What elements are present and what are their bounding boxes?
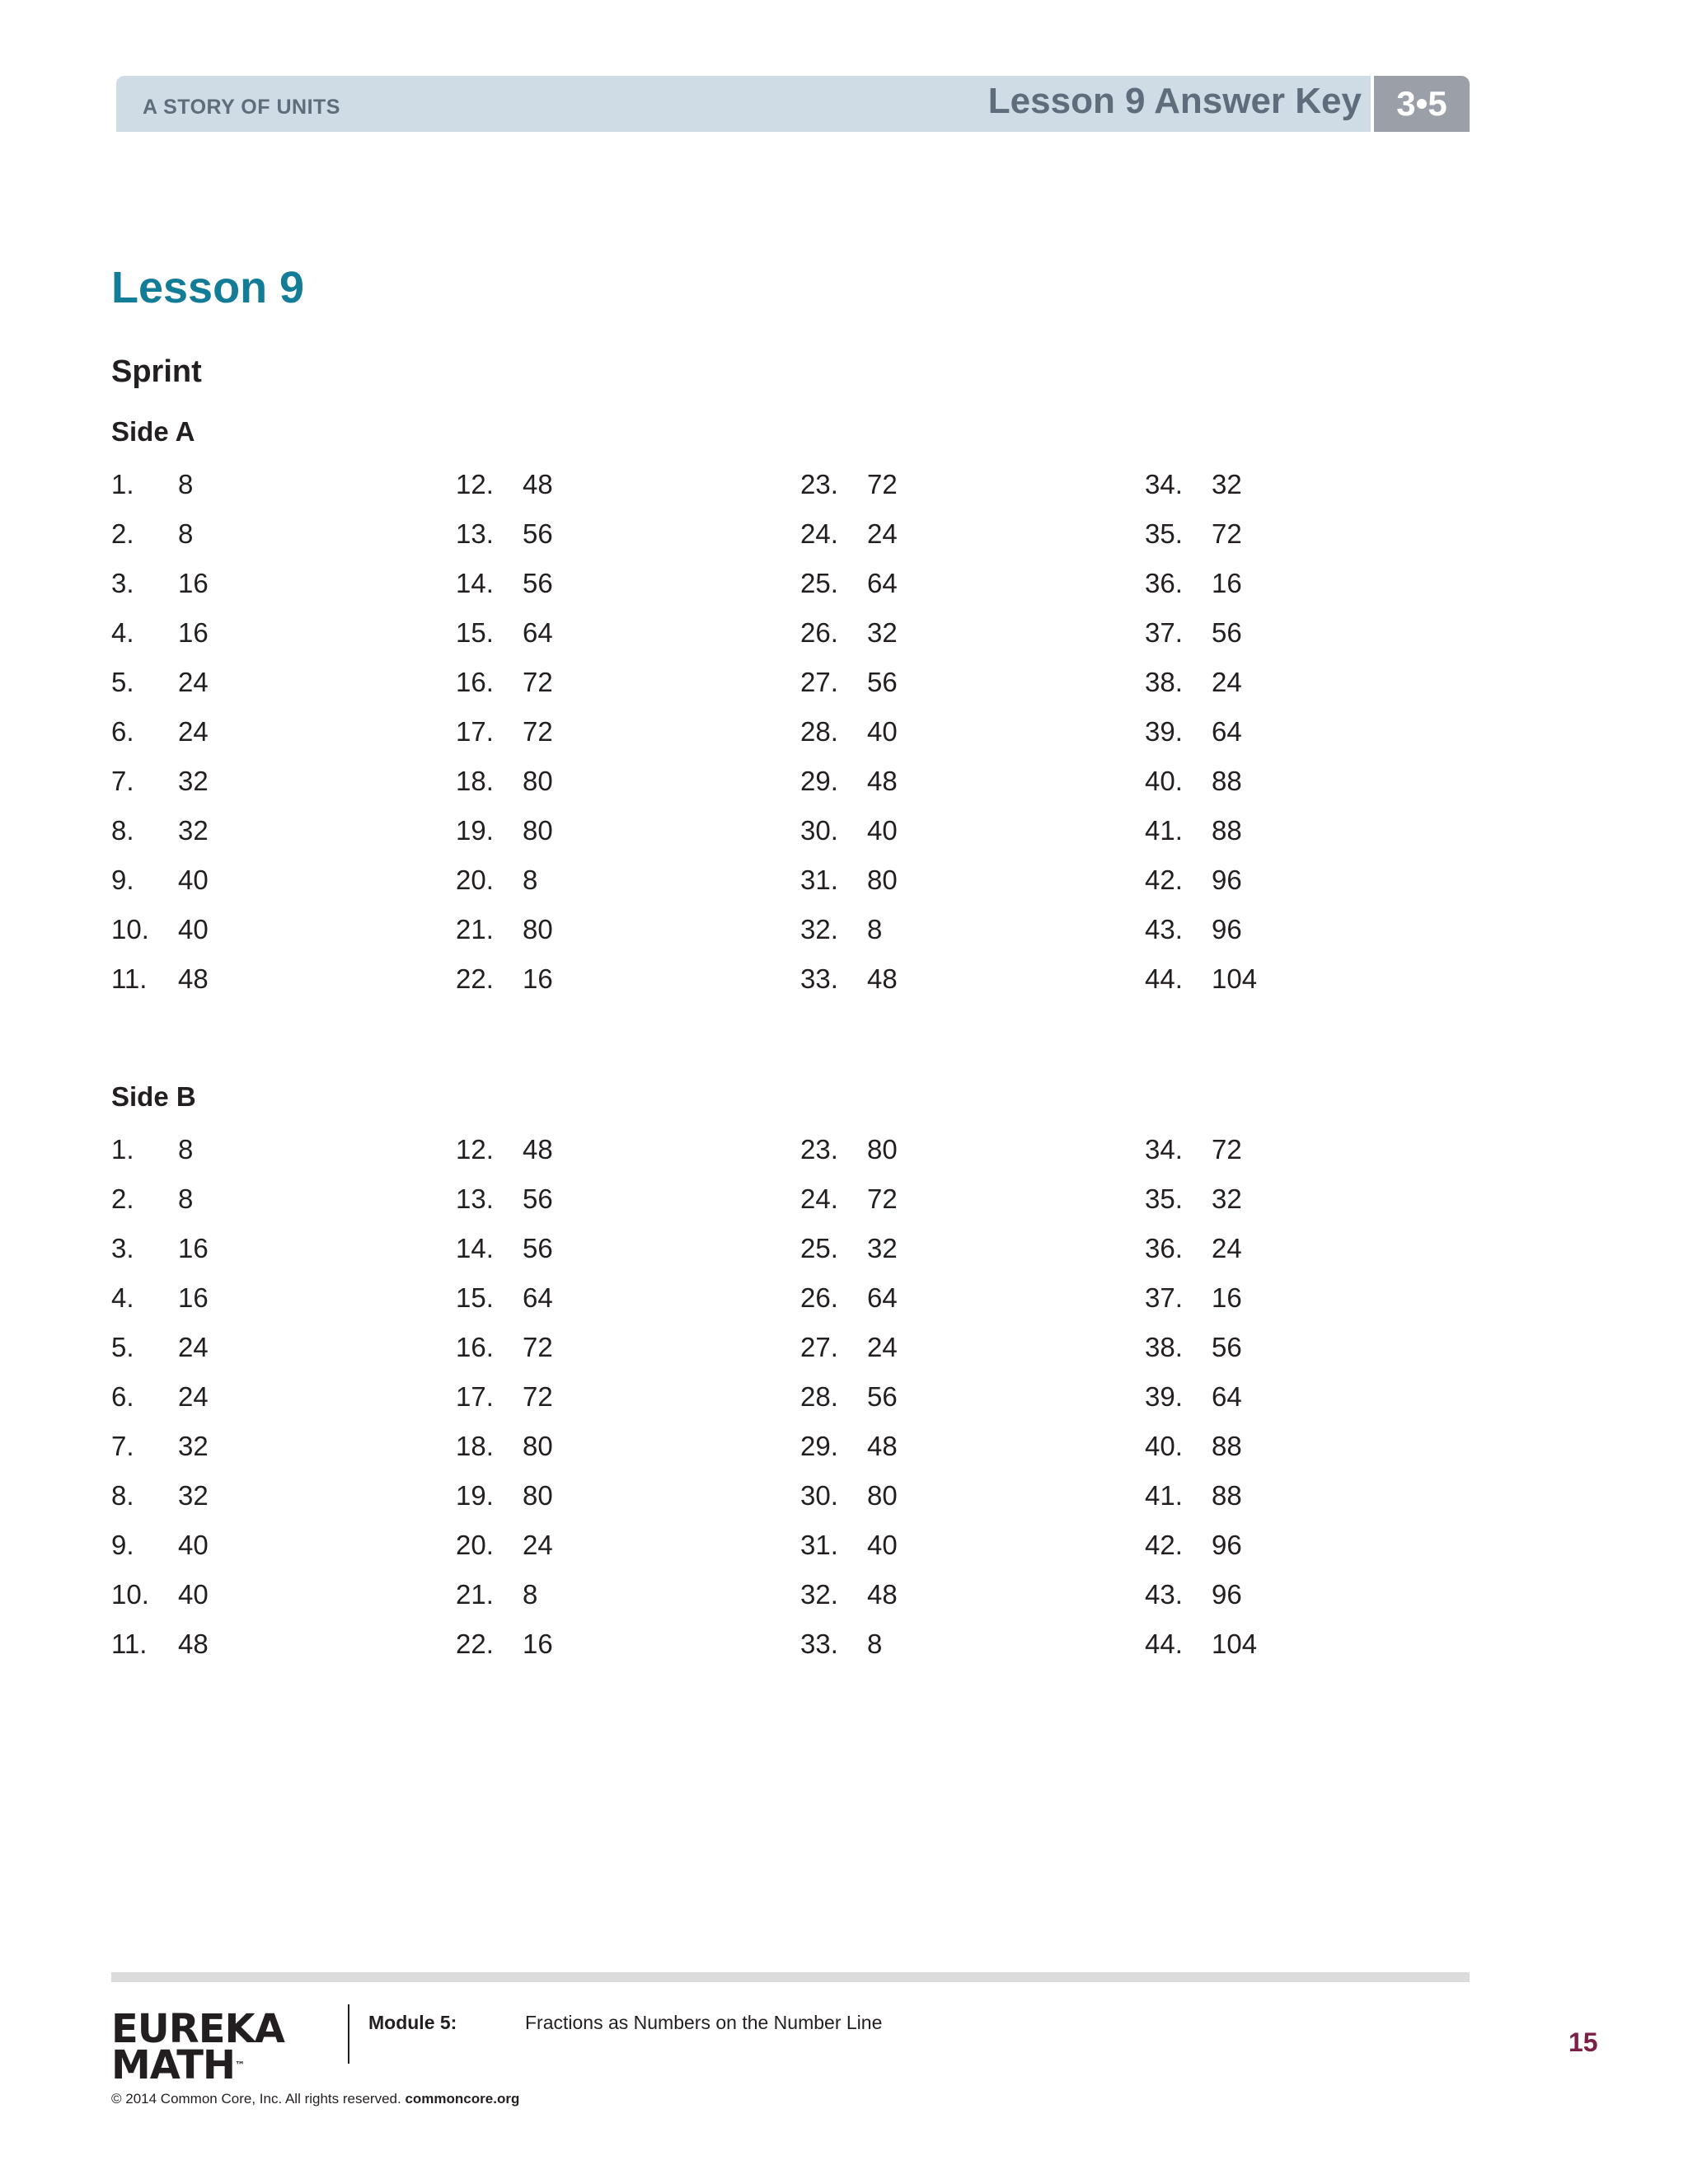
answer-item — [456, 1125, 800, 1174]
answer-number: 22. — [456, 1629, 494, 1659]
answer-value: 72 — [867, 1183, 898, 1214]
answer-number: 3. — [111, 568, 134, 598]
answer-value: 88 — [1212, 815, 1242, 846]
answer-item — [1145, 806, 1489, 855]
answer-number: 20. — [456, 865, 494, 895]
answer-value: 72 — [1212, 518, 1242, 549]
answer-number: 41. — [1145, 815, 1183, 846]
answer-number: 5. — [111, 667, 134, 697]
answer-item — [456, 1619, 800, 1669]
answer-value: 72 — [523, 716, 553, 747]
answer-number: 15. — [456, 617, 494, 648]
copyright-text: © 2014 Common Core, Inc. All rights reserved. — [111, 2091, 401, 2107]
answer-item — [800, 559, 1145, 608]
answer-item — [456, 905, 800, 954]
answer-value: 24 — [1212, 667, 1242, 697]
answer-item — [1145, 1422, 1489, 1471]
answer-value: 16 — [178, 1282, 209, 1313]
answer-item — [1145, 509, 1489, 559]
answer-item — [800, 757, 1145, 806]
answer-value: 16 — [1212, 568, 1242, 598]
series-name: A STORY OF UNITS — [143, 96, 340, 119]
answer-number: 38. — [1145, 1332, 1183, 1362]
answer-value: 40 — [178, 865, 209, 895]
answer-value: 56 — [523, 518, 553, 549]
answer-number: 39. — [1145, 1381, 1183, 1412]
answer-number: 44. — [1145, 963, 1183, 994]
answer-item — [800, 509, 1145, 559]
answer-number: 9. — [111, 865, 134, 895]
answer-number: 37. — [1145, 1282, 1183, 1313]
answer-number: 7. — [111, 1431, 134, 1461]
answer-number: 24. — [800, 518, 838, 549]
answer-number: 3. — [111, 1233, 134, 1263]
answer-value: 8 — [178, 469, 194, 499]
answer-value: 96 — [1212, 1579, 1242, 1610]
side-b-title: Side B — [111, 1081, 196, 1112]
answer-number: 28. — [800, 716, 838, 747]
answer-item — [456, 707, 800, 757]
answer-item — [1145, 460, 1489, 509]
answer-value: 8 — [178, 518, 194, 549]
answer-item — [456, 1570, 800, 1619]
answer-value: 40 — [178, 1579, 209, 1610]
answer-value: 64 — [1212, 1381, 1242, 1412]
answer-item — [111, 1273, 456, 1323]
answer-number: 25. — [800, 1233, 838, 1263]
answer-value: 72 — [1212, 1134, 1242, 1165]
answer-item — [456, 559, 800, 608]
answer-value: 104 — [1212, 1629, 1258, 1659]
answer-number: 36. — [1145, 568, 1183, 598]
answer-item — [800, 905, 1145, 954]
answer-value: 80 — [523, 1431, 553, 1461]
answer-value: 16 — [178, 568, 209, 598]
answer-number: 1. — [111, 1134, 134, 1165]
answer-number: 34. — [1145, 469, 1183, 499]
answer-value: 24 — [867, 1332, 898, 1362]
answer-value: 40 — [867, 1530, 898, 1560]
answer-item — [1145, 707, 1489, 757]
answer-number: 33. — [800, 963, 838, 994]
lesson-answer-key-title: Lesson 9 Answer Key — [987, 81, 1362, 121]
answer-item — [111, 509, 456, 559]
answer-value: 96 — [1212, 914, 1242, 944]
answer-value: 24 — [178, 1381, 209, 1412]
side-a-answers — [111, 460, 1496, 1004]
answer-value: 40 — [867, 716, 898, 747]
answer-number: 26. — [800, 1282, 838, 1313]
answer-number: 31. — [800, 1530, 838, 1560]
answer-number: 17. — [456, 1381, 494, 1412]
answer-value: 48 — [523, 469, 553, 499]
answer-value: 80 — [867, 1480, 898, 1511]
answer-item — [800, 460, 1145, 509]
answer-number: 10. — [111, 914, 149, 944]
answer-value: 48 — [867, 1579, 898, 1610]
answer-item — [800, 806, 1145, 855]
answer-item — [1145, 855, 1489, 905]
answer-number: 24. — [800, 1183, 838, 1214]
answer-value: 24 — [1212, 1233, 1242, 1263]
answer-item — [456, 658, 800, 707]
side-a-title: Side A — [111, 416, 195, 447]
answer-number: 10. — [111, 1579, 149, 1610]
answer-number: 6. — [111, 716, 134, 747]
answer-value: 32 — [178, 766, 209, 796]
answer-item — [456, 1372, 800, 1422]
answer-number: 8. — [111, 815, 134, 846]
answer-value: 48 — [867, 1431, 898, 1461]
answer-number: 18. — [456, 1431, 494, 1461]
answer-item — [456, 954, 800, 1004]
answer-item — [111, 806, 456, 855]
answer-item — [456, 509, 800, 559]
answer-value: 40 — [178, 914, 209, 944]
answer-number: 40. — [1145, 766, 1183, 796]
answer-number: 13. — [456, 518, 494, 549]
answer-item — [1145, 1570, 1489, 1619]
answer-item — [456, 1323, 800, 1372]
answer-item — [800, 608, 1145, 658]
answer-value: 40 — [867, 815, 898, 846]
answer-value: 80 — [523, 1480, 553, 1511]
answer-item — [456, 608, 800, 658]
answer-value: 32 — [178, 1480, 209, 1511]
answer-value: 56 — [523, 1183, 553, 1214]
answer-value: 56 — [523, 1233, 553, 1263]
answer-number: 7. — [111, 766, 134, 796]
module-name: Fractions as Numbers on the Number Line — [525, 2012, 883, 2033]
answer-item — [1145, 1372, 1489, 1422]
answer-value: 32 — [178, 1431, 209, 1461]
answer-item — [1145, 559, 1489, 608]
answer-item — [111, 1174, 456, 1224]
answer-number: 19. — [456, 815, 494, 846]
answer-number: 30. — [800, 815, 838, 846]
answer-item — [456, 1422, 800, 1471]
answer-item — [456, 1273, 800, 1323]
answer-value: 48 — [867, 963, 898, 994]
answer-number: 1. — [111, 469, 134, 499]
answer-number: 41. — [1145, 1480, 1183, 1511]
answer-item — [111, 757, 456, 806]
answer-value: 32 — [867, 617, 898, 648]
answer-item — [456, 1521, 800, 1570]
answer-item — [111, 1570, 456, 1619]
answer-value: 64 — [523, 1282, 553, 1313]
answer-item — [111, 905, 456, 954]
answer-value: 16 — [1212, 1282, 1242, 1313]
answer-item — [111, 460, 456, 509]
answer-value: 96 — [1212, 1530, 1242, 1560]
grade-module-badge: 3•5 — [1374, 76, 1470, 132]
answer-number: 22. — [456, 963, 494, 994]
answer-number: 32. — [800, 1579, 838, 1610]
answer-value: 96 — [1212, 865, 1242, 895]
answer-item — [1145, 905, 1489, 954]
answer-number: 14. — [456, 568, 494, 598]
answer-number: 21. — [456, 1579, 494, 1610]
answer-item — [800, 1619, 1145, 1669]
copyright — [111, 2091, 519, 2107]
answer-value: 56 — [867, 667, 898, 697]
answer-number: 4. — [111, 1282, 134, 1313]
answer-item — [111, 1224, 456, 1273]
answer-number: 12. — [456, 469, 494, 499]
answer-number: 35. — [1145, 518, 1183, 549]
answer-value: 64 — [867, 1282, 898, 1313]
answer-item — [456, 1174, 800, 1224]
answer-value: 56 — [1212, 617, 1242, 648]
answer-number: 2. — [111, 518, 134, 549]
answer-number: 28. — [800, 1381, 838, 1412]
answer-item — [800, 1174, 1145, 1224]
answer-number: 2. — [111, 1183, 134, 1214]
answer-item — [800, 1323, 1145, 1372]
answer-value: 80 — [867, 1134, 898, 1165]
answer-value: 80 — [523, 766, 553, 796]
answer-value: 64 — [867, 568, 898, 598]
answer-item — [800, 707, 1145, 757]
answer-number: 17. — [456, 716, 494, 747]
answer-number: 38. — [1145, 667, 1183, 697]
answer-number: 25. — [800, 568, 838, 598]
answer-value: 72 — [867, 469, 898, 499]
answer-item — [111, 855, 456, 905]
answer-value: 80 — [523, 815, 553, 846]
section-title: Sprint — [111, 354, 202, 389]
answer-value: 24 — [523, 1530, 553, 1560]
answer-number: 9. — [111, 1530, 134, 1560]
logo-line-2-text: MATH — [111, 2042, 236, 2088]
answer-item — [456, 855, 800, 905]
answer-value: 40 — [178, 1530, 209, 1560]
answer-value: 32 — [178, 815, 209, 846]
footer-divider — [111, 1972, 1470, 1982]
answer-item — [800, 1125, 1145, 1174]
answer-value: 24 — [867, 518, 898, 549]
answer-number: 15. — [456, 1282, 494, 1313]
answer-number: 44. — [1145, 1629, 1183, 1659]
answer-item — [456, 1471, 800, 1521]
answer-value: 72 — [523, 1381, 553, 1412]
answer-value: 8 — [867, 1629, 883, 1659]
answer-number: 14. — [456, 1233, 494, 1263]
answer-item — [1145, 1471, 1489, 1521]
trademark-mark: ™ — [235, 2060, 246, 2071]
answer-item — [800, 954, 1145, 1004]
answer-item — [456, 806, 800, 855]
answer-number: 39. — [1145, 716, 1183, 747]
answer-number: 29. — [800, 1431, 838, 1461]
answer-item — [800, 1372, 1145, 1422]
answer-item — [800, 658, 1145, 707]
answer-value: 8 — [867, 914, 883, 944]
answer-number: 23. — [800, 1134, 838, 1165]
answer-item — [111, 1125, 456, 1174]
answer-item — [1145, 1619, 1489, 1669]
answer-value: 16 — [523, 1629, 553, 1659]
answer-item — [111, 1471, 456, 1521]
answer-number: 5. — [111, 1332, 134, 1362]
answer-value: 56 — [1212, 1332, 1242, 1362]
answer-value: 32 — [867, 1233, 898, 1263]
answer-item — [1145, 1174, 1489, 1224]
page-number: 15 — [1568, 2027, 1598, 2057]
answer-item — [1145, 1125, 1489, 1174]
answer-value: 80 — [867, 865, 898, 895]
answer-value: 56 — [523, 568, 553, 598]
answer-number: 33. — [800, 1629, 838, 1659]
answer-number: 21. — [456, 914, 494, 944]
answer-item — [111, 1619, 456, 1669]
answer-item — [1145, 954, 1489, 1004]
footer-separator — [348, 2004, 349, 2064]
answer-value: 16 — [178, 617, 209, 648]
answer-number: 42. — [1145, 1530, 1183, 1560]
answer-number: 16. — [456, 1332, 494, 1362]
answer-number: 26. — [800, 617, 838, 648]
answer-value: 88 — [1212, 1431, 1242, 1461]
answer-value: 88 — [1212, 766, 1242, 796]
answer-number: 6. — [111, 1381, 134, 1412]
answer-number: 18. — [456, 766, 494, 796]
answer-value: 24 — [178, 1332, 209, 1362]
answer-number: 40. — [1145, 1431, 1183, 1461]
answer-value: 32 — [1212, 469, 1242, 499]
answer-value: 24 — [178, 667, 209, 697]
logo-line-1: EUREKA — [111, 2006, 284, 2052]
answer-item — [1145, 757, 1489, 806]
answer-value: 8 — [178, 1134, 194, 1165]
answer-item — [111, 1422, 456, 1471]
answer-value: 8 — [523, 865, 538, 895]
answer-item — [1145, 1224, 1489, 1273]
answer-number: 27. — [800, 667, 838, 697]
answer-value: 24 — [178, 716, 209, 747]
answer-item — [800, 855, 1145, 905]
answer-number: 32. — [800, 914, 838, 944]
answer-number: 16. — [456, 667, 494, 697]
answer-number: 19. — [456, 1480, 494, 1511]
answer-item — [111, 1521, 456, 1570]
answer-number: 29. — [800, 766, 838, 796]
answer-number: 35. — [1145, 1183, 1183, 1214]
answer-value: 64 — [523, 617, 553, 648]
side-b-answers — [111, 1125, 1496, 1669]
answer-value: 72 — [523, 667, 553, 697]
answer-item — [800, 1471, 1145, 1521]
answer-item — [111, 559, 456, 608]
answer-item — [456, 460, 800, 509]
answer-item — [800, 1224, 1145, 1273]
answer-item — [1145, 658, 1489, 707]
answer-item — [1145, 1521, 1489, 1570]
answer-number: 20. — [456, 1530, 494, 1560]
answer-item — [1145, 1273, 1489, 1323]
answer-item — [111, 658, 456, 707]
answer-value: 80 — [523, 914, 553, 944]
answer-item — [800, 1422, 1145, 1471]
answer-item — [800, 1521, 1145, 1570]
answer-value: 72 — [523, 1332, 553, 1362]
answer-value: 16 — [178, 1233, 209, 1263]
answer-number: 11. — [111, 963, 148, 994]
answer-number: 11. — [111, 1629, 148, 1659]
answer-value: 48 — [178, 1629, 209, 1659]
answer-value: 8 — [523, 1579, 538, 1610]
module-label: Module 5: — [368, 2012, 457, 2033]
answer-number: 4. — [111, 617, 134, 648]
answer-value: 64 — [1212, 716, 1242, 747]
answer-item — [456, 757, 800, 806]
answer-number: 43. — [1145, 914, 1183, 944]
answer-number: 8. — [111, 1480, 134, 1511]
answer-item — [456, 1224, 800, 1273]
answer-number: 13. — [456, 1183, 494, 1214]
eureka-math-logo — [111, 2006, 284, 2088]
answer-item — [111, 1323, 456, 1372]
answer-item — [800, 1570, 1145, 1619]
answer-item — [111, 608, 456, 658]
answer-value: 8 — [178, 1183, 194, 1214]
answer-number: 12. — [456, 1134, 494, 1165]
answer-item — [1145, 608, 1489, 658]
answer-value: 48 — [867, 766, 898, 796]
answer-number: 30. — [800, 1480, 838, 1511]
answer-value: 88 — [1212, 1480, 1242, 1511]
answer-value: 16 — [523, 963, 553, 994]
answer-value: 56 — [867, 1381, 898, 1412]
page-title: Lesson 9 — [111, 263, 305, 312]
answer-value: 104 — [1212, 963, 1258, 994]
site-link[interactable]: commoncore.org — [405, 2091, 520, 2107]
answer-item — [1145, 1323, 1489, 1372]
answer-number: 42. — [1145, 865, 1183, 895]
logo-line-2 — [111, 2042, 284, 2088]
answer-number: 23. — [800, 469, 838, 499]
answer-item — [111, 954, 456, 1004]
answer-number: 37. — [1145, 617, 1183, 648]
answer-number: 27. — [800, 1332, 838, 1362]
answer-item — [111, 1372, 456, 1422]
answer-number: 43. — [1145, 1579, 1183, 1610]
answer-value: 32 — [1212, 1183, 1242, 1214]
answer-number: 31. — [800, 865, 838, 895]
answer-number: 36. — [1145, 1233, 1183, 1263]
answer-number: 34. — [1145, 1134, 1183, 1165]
answer-value: 48 — [523, 1134, 553, 1165]
answer-item — [111, 707, 456, 757]
answer-item — [800, 1273, 1145, 1323]
answer-value: 48 — [178, 963, 209, 994]
